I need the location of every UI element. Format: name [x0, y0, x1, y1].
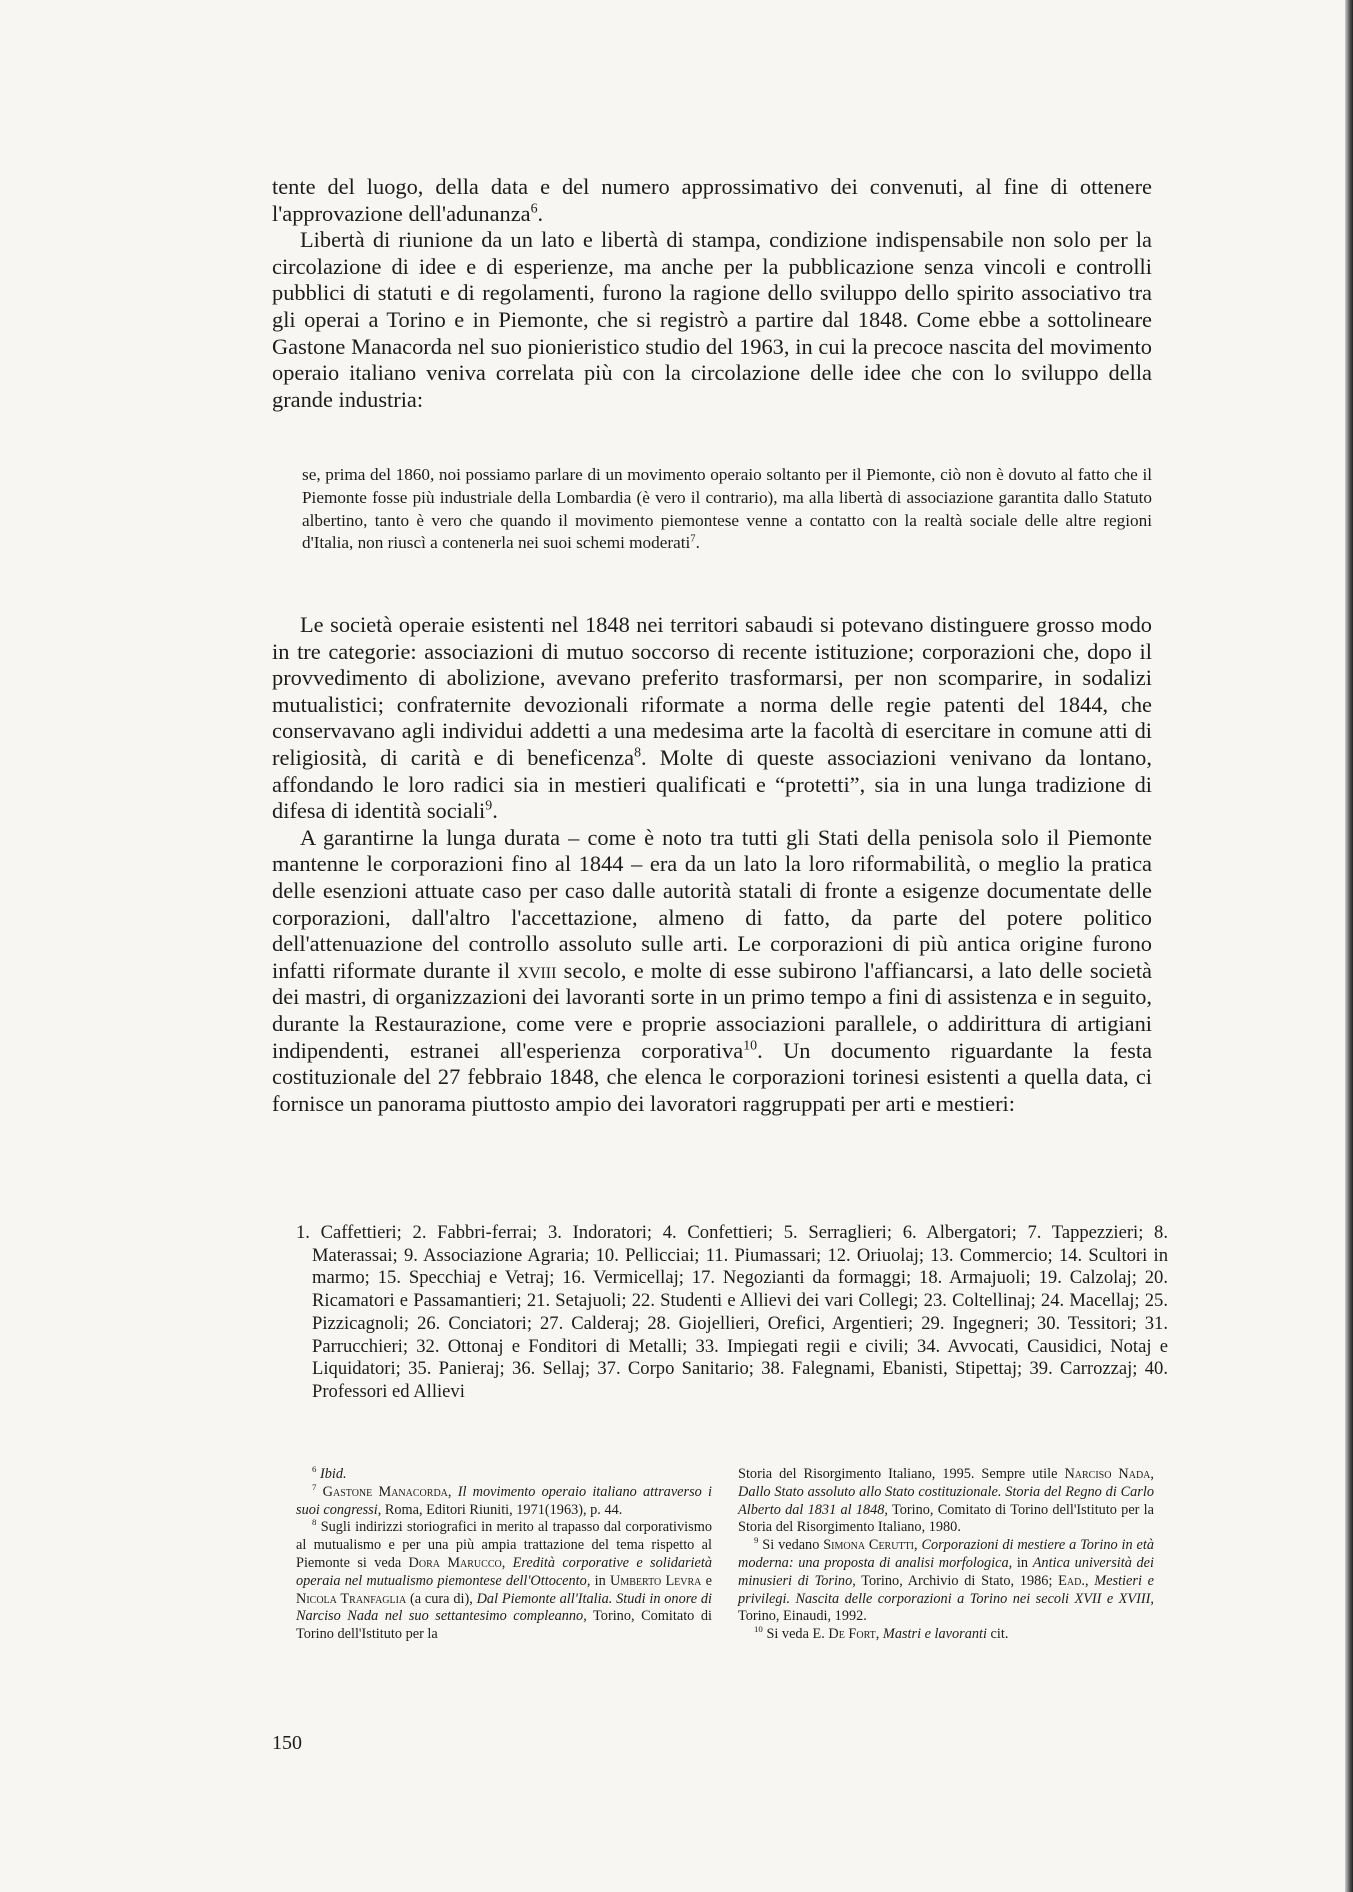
footnotes-left-column	[296, 1466, 712, 1644]
footnotes-right-column	[738, 1466, 1154, 1644]
footnote-8: $^8$ Sugli indirizzi storiografici in merito al trapasso dal corporativismo al mutualismo e per una più ampia trattazione del tema rispetto al Piemonte si veda Dora Marucco, Eredità corporative e solidarietà operaia nel mutualismo piemontese dell'Ottocento, in Umberto Levra e Nicola Tranfaglia (a cura di), Dal Piemonte all'Italia. Studi in onore di Narciso Nada nel suo settantesimo compleanno, Torino, Comitato di Torino dell'Istituto per la	[296, 1517, 713, 1643]
paragraph-continuation: tente del luogo, della data e del numero approssimativo dei convenuti, al fine di ottenere l'approvazione dell'adunanza$^6$.	[272, 174, 1152, 226]
page-number: 150	[272, 1732, 302, 1754]
page-edge-shadow	[1345, 0, 1353, 1892]
corporations-list: 1. Caffettieri; 2. Fabbri-ferrai; 3. Indoratori; 4. Confettieri; 5. Serraglieri; 6. Albergatori; 7. Tappezzieri; 8. Materassai; 9. Associazione Agraria; 10. Pellicciai; 11. Piumassari; 12. Oriuolaj; 13. Commercio; 14. Scultori in marmo; 15. Specchiaj e Vetraj; 16. Vermicellaj; 17. Negozianti da formaggi; 18. Armajuoli; 19. Calzolaj; 20. Ricamatori e Passamantieri; 21. Setajuoli; 22. Studenti e Allievi dei vari Collegi; 23. Coltellinaj; 24. Macellaj; 25. Pizzicagnoli; 26. Conciatori; 27. Calderaj; 28. Giojellieri, Orefici, Argentieri; 29. Ingegneri; 30. Tessitori; 31. Parrucchieri; 32. Ottonaj e Fonditori di Metalli; 33. Impiegati regii e civili; 34. Avvocati, Causidici, Notaj e Liquidatori; 35. Panieraj; 36. Sellaj; 37. Corpo Sanitario; 38. Falegnami, Ebanisti, Stipettaj; 39. Carrozzaj; 40. Professori ed Allievi	[296, 1222, 1168, 1402]
body-text-top	[272, 174, 1152, 413]
paragraph-2: Le società operaie esistenti nel 1848 nei territori sabaudi si potevano distinguere grosso modo in tre categorie: associazioni di mutuo soccorso di recente istituzione; corporazioni che, dopo il provvedimento di abolizione, avevano preferito trasformarsi, per non scomparire, in sodalizi mutualistici; confraternite devozionali riformate a norma delle regie patenti del 1844, che conservavano agli individui addetti a una medesima arte la facoltà di esercitare in comune atti di religiosità, di carità e di beneficenza$^8$. Molte di queste associazioni venivano da lontano, affondando le loro radici sia in mestieri qualificati e “protetti”, sia in una lunga tradizione di difesa di identità sociali$^9$.	[272, 612, 1152, 824]
footnote-ref-10[interactable]: 10	[743, 1038, 758, 1054]
paragraph-3: A garantirne la lunga durata – come è noto tra tutti gli Stati della penisola solo il Piemonte mantenne le corporazioni fino al 1844 – era da un lato la loro riformabilità, o meglio la pratica delle esenzioni attuate caso per caso dalle autorità statali di fronte a esigenze documentate delle corporazioni, dall'altro l'accettazione, almeno di fatto, da parte del potere politico dell'attenuazione del controllo assoluto sulle arti. Le corporazioni di più antica origine furono infatti riformate durante il xviii secolo, e molte di esse subirono l'affiancarsi, a lato delle società dei mastri, di organizzazioni dei lavoranti sorte in un primo tempo a fini di assistenza e in seguito, durante la Restaurazione, come vere e proprie associazioni parallele, o addirittura di artigiani indipendenti, estranei all'esperienza corporativa$^{10}$. Un documento riguardante la festa costituzionale del 27 febbraio 1848, che elenca le corporazioni torinesi esistenti a quella data, ci fornisce un panorama piuttosto ampio dei lavoratori raggruppati per arti e mestieri:	[272, 824, 1153, 1116]
footnotes	[296, 1466, 1154, 1644]
footnote-ref-6[interactable]: 6	[530, 201, 538, 217]
block-quote: se, prima del 1860, noi possiamo parlare di un movimento operaio soltanto per il Piemonte, ciò non è dovuto al fatto che il Piemonte fosse più industriale della Lombardia (è vero il contrario), ma alla libertà di associazione garantita dallo Statuto albertino, tanto è vero che quando il movimento piemontese venne a contatto con la realtà sociale delle altre regioni d'Italia, non riuscì a contenerla nei suoi schemi moderati$^7$.	[302, 465, 1152, 553]
paragraph-1: Libertà di riunione da un lato e libertà di stampa, condizione indispensabile non solo per la circolazione di idee e di esperienze, ma anche per la pubblicazione senza vincoli e controlli pubblici di statuti e di regolamenti, furono la ragione dello sviluppo dello spirito associativo tra gli operai a Torino e in Piemonte, che si registrò a partire dal 1848. Come ebbe a sottolineare Gastone Manacorda nel suo pionieristico studio del 1963, in cui la precoce nascita del movimento operaio italiano veniva correlata più con la circolazione delle idee che con lo sviluppo della grande industria:	[272, 227, 1152, 412]
body-text-middle	[272, 612, 1152, 1117]
footnote-9: $^9$ Si vedano Simona Cerutti, Corporazioni di mestiere a Torino in età moderna: una proposta di analisi morfologica, in Antica università dei minusieri di Torino, Torino, Archivio di Stato, 1986; Ead., Mestieri e privilegi. Nascita delle corporazioni a Torino nei secoli XVII e XVIII, Torino, Einaudi, 1992.	[738, 1535, 1154, 1625]
footnote-ref-7[interactable]: 7	[690, 533, 696, 545]
footnote-8-continued: Storia del Risorgimento Italiano, 1995. Sempre utile Narciso Nada, Dallo Stato assoluto allo Stato costituzionale. Storia del Regno di Carlo Alberto dal 1831 al 1848, Torino, Comitato di Torino dell'Istituto per la Storia del Risorgimento Italiano, 1980.	[738, 1466, 1154, 1536]
footnote-10: $^{10}$ Si veda E. De Fort, Mastri e lavoranti cit.	[754, 1624, 1009, 1643]
footnote-7: $^7$ Gastone Manacorda, Il movimento operaio italiano attraverso i suoi congressi, Roma, Editori Riuniti, 1971(1963), p. 44.	[296, 1482, 713, 1518]
footnote-ref-8[interactable]: 8	[634, 745, 642, 761]
footnote-6: $^6$ Ibid.	[312, 1464, 347, 1482]
footnote-ref-9[interactable]: 9	[485, 798, 493, 814]
century-numeral: xviii	[517, 957, 557, 983]
